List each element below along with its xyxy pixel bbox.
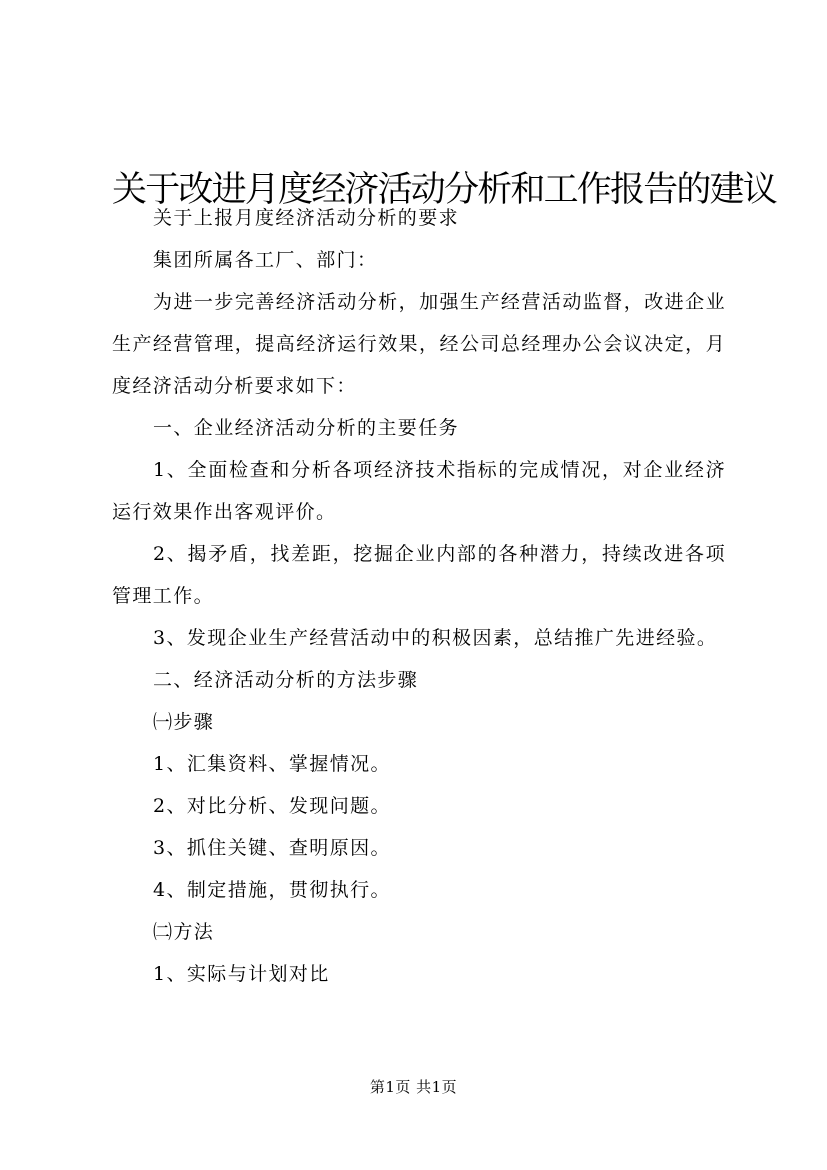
list-item-step-2: 2、对比分析、发现问题。	[153, 795, 391, 817]
document-body	[112, 197, 726, 995]
document-title: 关于改进月度经济活动分析和工作报告的建议	[112, 170, 777, 211]
list-item-task-2: 2、揭矛盾，找差距，挖掘企业内部的各种潜力，持续改进各项管理工作。	[112, 543, 726, 607]
subsection-heading-steps: ㈠步骤	[153, 711, 215, 733]
section-heading-2: 二、经济活动分析的方法步骤	[153, 669, 419, 691]
list-item-method-1: 1、实际与计划对比	[153, 963, 330, 985]
paragraph-salutation: 集团所属各工厂、部门：	[153, 249, 378, 271]
list-item-task-3: 3、发现企业生产经营活动中的积极因素，总结推广先进经验。	[153, 627, 718, 649]
subsection-heading-methods: ㈡方法	[153, 921, 215, 943]
paragraph-intro: 为进一步完善经济活动分析，加强生产经营活动监督，改进企业生产经营管理，提高经济运行效果，经公司总经理办公会议决定，月度经济活动分析要求如下：	[112, 291, 726, 397]
paragraph-subtitle: 关于上报月度经济活动分析的要求	[153, 207, 460, 229]
list-item-step-3: 3、抓住关键、查明原因。	[153, 837, 391, 859]
list-item-step-4: 4、制定措施，贯彻执行。	[153, 879, 391, 901]
page-footer: 第1页 共1页	[369, 1078, 458, 1096]
section-heading-1: 一、企业经济活动分析的主要任务	[153, 417, 460, 439]
list-item-task-1: 1、全面检查和分析各项经济技术指标的完成情况，对企业经济运行效果作出客观评价。	[112, 459, 726, 523]
list-item-step-1: 1、汇集资料、掌握情况。	[153, 753, 391, 775]
